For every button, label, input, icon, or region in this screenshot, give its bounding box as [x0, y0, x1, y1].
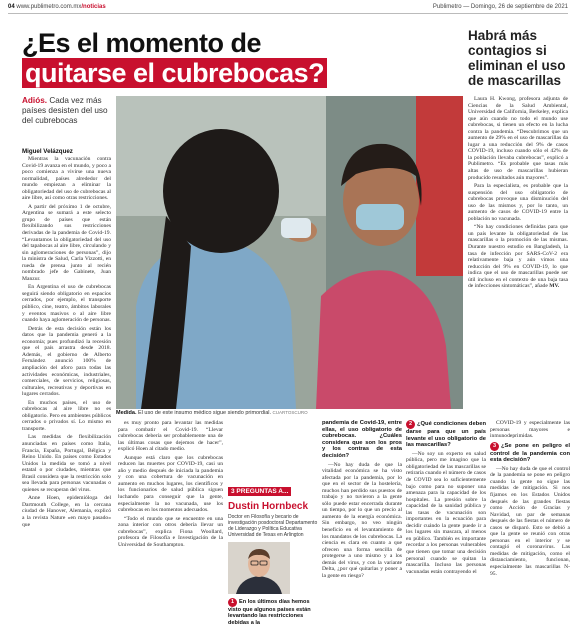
col6-paragraph-text: “No hay condiciones definidas para que un país levante la obligatoriedad de las mascarillas o la promoción de las mismas. Durante nuestro estudio en Bangladesh, la tasa de infección por SARS-CoV-2 era relativamente baja y aún vimos una reducción del 9% en COVID-19, lo que indica que el uso de mascarillas puede ser útil incluso en el contexto de una baja tasa de infecciones sintomáticas”, añade — [468, 224, 568, 290]
col1-paragraph: Detrás de esta decisión están los datos que la pandemia generó a la economía; pues profundizó la recesión que el país arrastra desde 2018. Además, el gobierno de Alberto Fernández anunció 100% de ampliación del aforo para todas las actividades económicas, industriales, comerciales, de servicios, religiosas, culturales, recreativas y deportivas en lugares cerrados. — [22, 325, 111, 398]
col2-paragraph: Aunque está claro que los cubrebocas reducen las muertes por COVID-19, casi un año y medio después de iniciada la pandemia y con una cobertura de vacunación en aumento en muchos lugares, los científicos y los funcionarios de salud pública siguen luchando para conseguir que la gente, especialmente la no vacunada, use los cubrebocas en los momentos adecuados. — [118, 454, 223, 514]
question-3-text: ¿Se pone en peligro el control de la pandemia con esta decisión? — [490, 442, 570, 464]
header-section: /noticias — [81, 4, 106, 10]
col6-paragraph: Para la especialista, es probable que la suspensión del uso obligatorio de cubrebocas provoque una disminución del uso de las mismos y, por lo tanto, un aumento de casos de COVID-19 entre la población no vacunada. — [468, 183, 568, 222]
col6-paragraph: Laura H. Kwong, profesora adjunta de Ciencias de la Salud Ambiental, Universidad de California, Berkeley, explica que aún cuando no todo el mundo use cubrebocas, si tienen un efecto en la lucha contra la pandemia. “Descubrimos que un aumento de 29% en el uso de mascarillas da lugar a una reducción del 9% de casos COVID-19, incluso cuando sólo el 42% de la población llevaba cubrebocas”, explicó a Publimetro. “Es probable que tasas más altas de uso de mascarillas hubieran producido resultados aún mayores”. — [468, 96, 568, 181]
interviewee-portrait — [228, 542, 290, 594]
col1-paragraph: Mientras la vacunación contra Covid-19 avanza en el mundo, y poco a poco comienza a vivirse una nueva normalidad, países alrededor del mundo empiezan a eliminar la obligatoriedad del uso de cubrebocas al aire libre, así como otras restricciones. — [22, 156, 111, 202]
interviewee-bio: Doctor en Filosofía y becario de investigación posdoctoral Departamento de Liderazgo y Política Educativa Universidad de Texas en Arlington — [228, 514, 318, 538]
col1-paragraph: Anne Hoen, epidemióloga del Dartmouth College, en la cercana ciudad de Hanover, Alemania, explicó a la revista Nature «en mayo pasado» que — [22, 495, 111, 528]
headline-line1: ¿Es el momento de — [22, 28, 262, 58]
question-1-text: En los últimos días hemos visto que algunos países están levantando las restricciones debidas a la — [228, 599, 311, 626]
lead — [22, 96, 112, 126]
question-2-text: ¿Qué condiciones deben darse para que un país levante el uso obligatorio de las mascarillas? — [406, 421, 486, 449]
col1-paragraph: En muchos países, el uso de cubrebocas al aire libre no es obligatorio. Pero en ambientes públicos cerrados o privados sí. Lo mismo en transporte. — [22, 399, 111, 432]
main-photo — [116, 96, 463, 409]
column-3 — [322, 420, 402, 622]
question-1-continued: pandemia de Covid-19, entre ellas, el uso obligatorio de cubrebocas. ¿Cuáles considera que son los pros y los contras de esta decisión? — [322, 420, 402, 459]
answer-2-continued: COVID-19 y especialmente las personas mayores e inmunodeprimidas. — [490, 420, 570, 440]
column-5 — [490, 420, 570, 622]
column-1 — [22, 156, 111, 622]
interview-box — [228, 480, 318, 626]
lead-bold: Adiós. — [22, 96, 48, 105]
answer-2: —No soy un experto en salud pública, pero me imagino que la obligatoriedad de las mascarillas se retiraría cuando el número de casos de COVID sea lo suficientemente bajo como para no suponer una amenaza para la capacidad de los hospitales. La presión sobre la capacidad de la sanidad pública y las tasas de vacunación son importantes en la ecuación para decidir cuándo la gente puede ir a los lugares sin mascara, al menos en público. También es importante recordar a los personas vulnerables que tienen que tomar una decisión personal cuando se quitan la mascarilla. Incluso las personas vacunadas están contrayendo el — [406, 450, 486, 575]
lead-text: Cada vez más países desisten del uso del cubrebocas — [22, 96, 108, 125]
photo-credit: CUARTOSCURO — [272, 410, 308, 415]
column-4 — [406, 420, 486, 622]
header-left — [8, 4, 106, 10]
col1-paragraph: En Argentina el uso de cubrebocas seguirá siendo obligatorio en espacios cerrados, por ejemplo, el transporte público, cine, teatro, ámbitos laborales y eventos masivos o al aire libre cuando haya aglomeración de personas. — [22, 284, 111, 324]
question-number: 1 — [228, 598, 237, 607]
question-number: 3 — [490, 442, 499, 451]
answer-1: —No hay duda de que la vitalidad económica se ha visto afectada por la pandemia, por lo que en el sector de la hostelería, muchos han perdido sus puestos de trabajo y no tuvieron a la gente sólo puede estar encerrada durante un tiempo, por lo que un precio al aumento de la energía económica. Sin embargo, no veo ningún beneficio en el levantamiento de los mandatos de los cubrebocas. La ciencia es clara en cuanto a que ofrecen una forma sencilla de protegerse a uno mismo y a los demás del virus, y con la variante Delta, ¿por qué quitarlas y poner a la gente en riesgo? — [322, 461, 402, 579]
interview-label: 3 PREGUNTAS A... — [228, 487, 291, 496]
col2-paragraph: es muy pronto para levantar las medidas para combatir el Covid-19. “Llevar cubrebocas debería ser probablemente una de las últimas cosas que dejemos de hacer”, explicó Hoen al citado medio. — [118, 420, 223, 453]
question-number: 2 — [406, 420, 415, 429]
side-title: Habrá más contagios si eliminan el uso de mascarillas — [468, 28, 566, 88]
photo-illustration — [116, 96, 463, 409]
column-2 — [118, 420, 223, 622]
caption-text: El uso de este insumo médico sigue siendo primordial. — [138, 410, 272, 416]
col6-paragraph — [468, 224, 568, 289]
interviewee-name: Dustin Hornbeck — [228, 501, 309, 512]
column-6 — [468, 96, 568, 414]
author: Miguel Velázquez — [22, 148, 73, 155]
col1-paragraph: Las medidas de flexibilización anunciadas en países como Italia, Francia, España, Portugal, Bélgica y Reino Unido. En países como Estados Unidos la medida se tomó a nivel estatal o por ciudades, mientras que Brasil considera que la restricción solo sea llevada para personas vacunadas o quienes se recuperan del virus. — [22, 434, 111, 493]
answer-3: —No hay duda de que el control de la pandemia se pone en peligro cuando la gente no sigue las medidas de mitigación. Si nos fijamos en los Estados Unidos después de las grandes fiestas como Acción de Gracias y Navidad, un par de semanas después de las fiestas el número de casos se disparó. Esto se debió a que la gente se reunió con otras personas en el interior y se contagió el coronavirus. Las medidas de mitigación, como el distanciamiento, funcionan, especialmente las mascarillas N-95. — [490, 465, 570, 577]
headline — [22, 28, 462, 88]
question-2 — [406, 420, 486, 449]
question-1 — [228, 598, 318, 626]
header-rule — [8, 13, 568, 14]
header-url: www.publimetro.com.mx — [16, 4, 82, 10]
caption-bold: Medida. — [116, 410, 137, 416]
author-initials: MV. — [549, 283, 560, 290]
question-3 — [490, 442, 570, 464]
col1-paragraph: A partir del próximo 1 de octubre, Argentina se sumará a este selecto grupo de países que están flexibilizando sus restricciones derivadas de la pandemia de Covid-19. “Levantamos la obligatoriedad del uso del tapabocas al aire libre, circulando y sin aglomeraciones de personas”, dijo la ministra de Salud, Carla Vizzotti, en rueda de prensa junto al recién nombrado jefe de Gabinete, Juan Manzur. — [22, 203, 111, 282]
col2-paragraph: “Todo el mundo que se encuentre en una zona interior con otros debería llevar un cubrebocas”, explica Fiona Woollard, profesora de Filosofía e Investigación de la Universidad de Southampton. — [118, 515, 223, 548]
header-date: Publimetro — Domingo, 26 de septiembre de 2021 — [432, 4, 568, 10]
headline-line2: quitarse el cubrebocas? — [22, 58, 327, 88]
photo-caption — [116, 410, 463, 416]
page-number: 04 — [8, 4, 15, 10]
